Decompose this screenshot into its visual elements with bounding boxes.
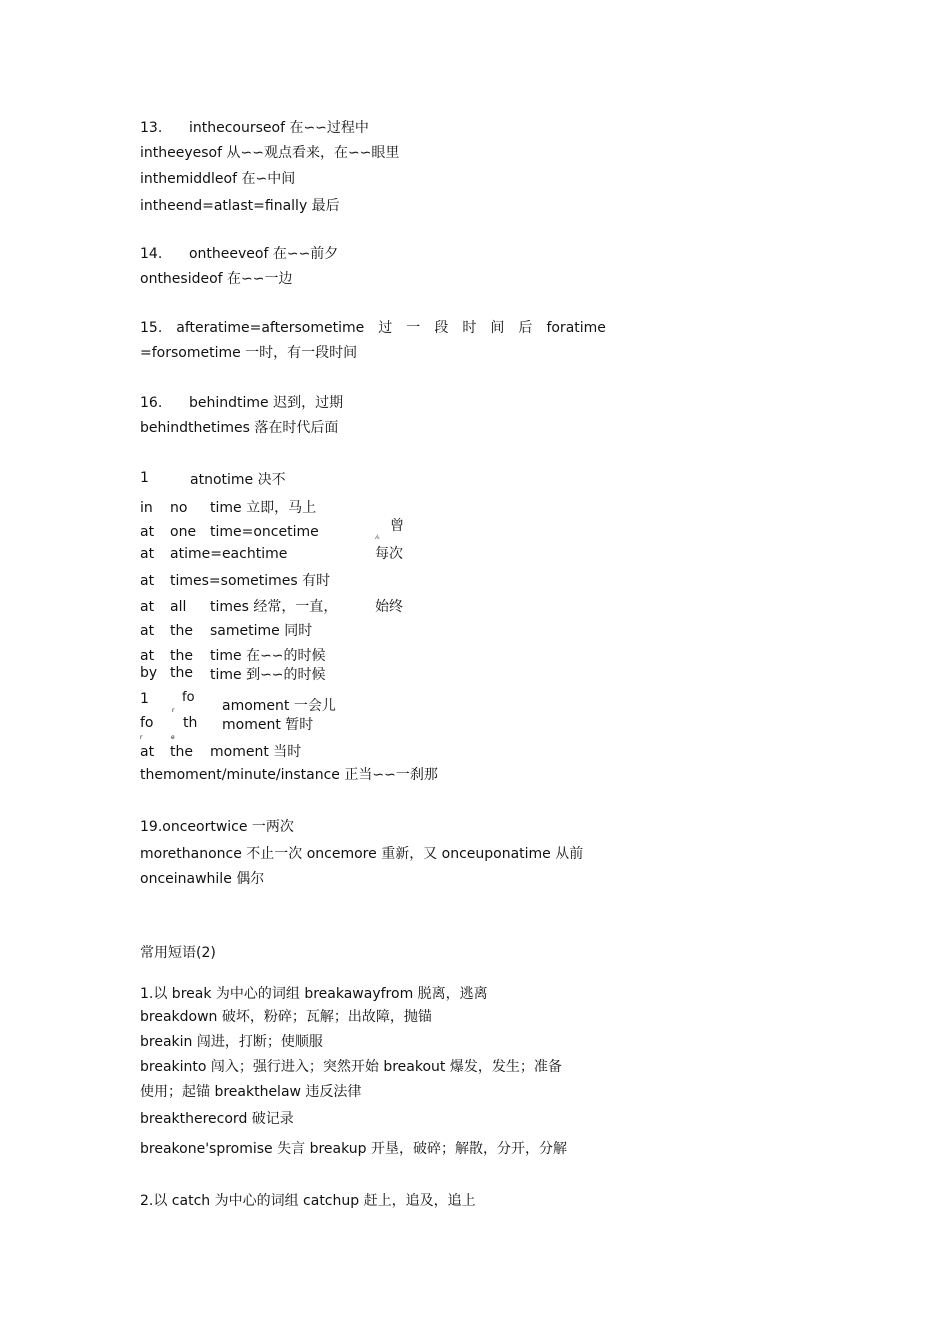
phrase-line: atnotime 决不 — [190, 472, 286, 488]
phrase-line: 14. ontheeveof 在∽∽前夕 — [140, 246, 339, 262]
side-note: 曾 — [390, 518, 404, 534]
phrase-line: themoment/minute/instance 正当∽∽一刹那 — [140, 767, 438, 783]
phrase-line: 16. behindtime 迟到，过期 — [140, 395, 344, 411]
section-heading: 常用短语(2) — [140, 945, 216, 961]
phrase-line: 19.onceortwice 一两次 — [140, 819, 294, 835]
word: afteratime=aftersometime — [176, 320, 365, 336]
col-c: time=oncetime — [210, 524, 319, 540]
col-a: at — [140, 744, 155, 760]
phrase-line: onceinawhile 偶尔 — [140, 871, 265, 887]
col-c: time 在∽∽的时候 — [210, 648, 326, 664]
word: 段 — [434, 320, 449, 336]
phrase-line: 1.以 break 为中心的词组 breakawayfrom 脱离，逃离 — [140, 986, 488, 1002]
col-a: in — [140, 500, 153, 516]
col-b: the — [170, 665, 193, 681]
col-a: at — [140, 573, 155, 589]
fragment: fo — [140, 715, 154, 731]
fragment: r — [172, 707, 175, 714]
phrase-line: breakin 闯进，打断；使顺服 — [140, 1034, 323, 1050]
phrase-line: 13. inthecourseof 在∽∽过程中 — [140, 120, 369, 136]
col-c: times 经常，一直， — [210, 599, 338, 615]
phrase-line: breaktherecord 破记录 — [140, 1111, 294, 1127]
col-a: at — [140, 648, 155, 664]
phrase-line: intheeyesof 从∽∽观点看来，在∽∽眼里 — [140, 145, 400, 161]
side-mark: ⁄₀ — [376, 534, 380, 541]
col-b: times=sometimes 有时 — [170, 573, 331, 589]
phrase-line: amoment 一会儿 — [222, 698, 336, 714]
word: 过 — [378, 320, 393, 336]
col-b: no — [170, 500, 188, 516]
justified-phrase-line — [140, 319, 606, 337]
word: 时 — [462, 320, 477, 336]
phrase-line: breakinto 闯入；强行进入；突然开始 breakout 爆发，发生；准备 — [140, 1059, 562, 1075]
item-number: 1 — [140, 470, 149, 486]
phrase-line: =forsometime 一时，有一段时间 — [140, 345, 358, 361]
word: 后 — [518, 320, 533, 336]
word: foratime — [546, 320, 606, 336]
item-number: 1 — [140, 691, 149, 707]
col-c: time 立即，马上 — [210, 500, 317, 516]
word: 15. — [140, 320, 163, 336]
fragment: fo — [182, 690, 195, 705]
phrase-line: moment 暂时 — [222, 717, 314, 733]
phrase-line: breakone'spromise 失言 breakup 开垦，破碎；解散，分开，分解 — [140, 1141, 567, 1157]
col-c: time 到∽∽的时候 — [210, 667, 326, 683]
phrase-line: 使用；起锚 breakthelaw 违反法律 — [140, 1084, 362, 1100]
col-b: the — [170, 623, 193, 639]
phrase-line: intheend=atlast=finally 最后 — [140, 198, 340, 214]
phrase-line: morethanonce 不止一次 oncemore 重新，又 onceuponatime 从前 — [140, 846, 584, 862]
side-note: 始终 — [375, 599, 403, 615]
word: 间 — [490, 320, 505, 336]
phrase-line: breakdown 破坏，粉碎；瓦解；出故障，抛锚 — [140, 1009, 432, 1025]
phrase-line: onthesideof 在∽∽一边 — [140, 271, 293, 287]
col-c: sametime 同时 — [210, 623, 313, 639]
col-b: all — [170, 599, 187, 615]
side-note: 每次 — [375, 546, 403, 562]
col-b: the — [170, 744, 193, 760]
col-b: one — [170, 524, 197, 540]
col-a: at — [140, 524, 155, 540]
col-b: atime=eachtime — [170, 546, 288, 562]
fragment: th — [183, 715, 198, 731]
fragment: e — [171, 734, 175, 741]
fragment: r — [140, 734, 143, 741]
col-a: by — [140, 665, 158, 681]
col-a: at — [140, 599, 155, 615]
phrase-line: 2.以 catch 为中心的词组 catchup 赶上，追及，追上 — [140, 1193, 476, 1209]
col-a: at — [140, 546, 155, 562]
word: 一 — [406, 320, 421, 336]
col-c: moment 当时 — [210, 744, 302, 760]
phrase-line: behindthetimes 落在时代后面 — [140, 420, 339, 436]
col-a: at — [140, 623, 155, 639]
phrase-line: inthemiddleof 在∽中间 — [140, 171, 296, 187]
col-b: the — [170, 648, 193, 664]
